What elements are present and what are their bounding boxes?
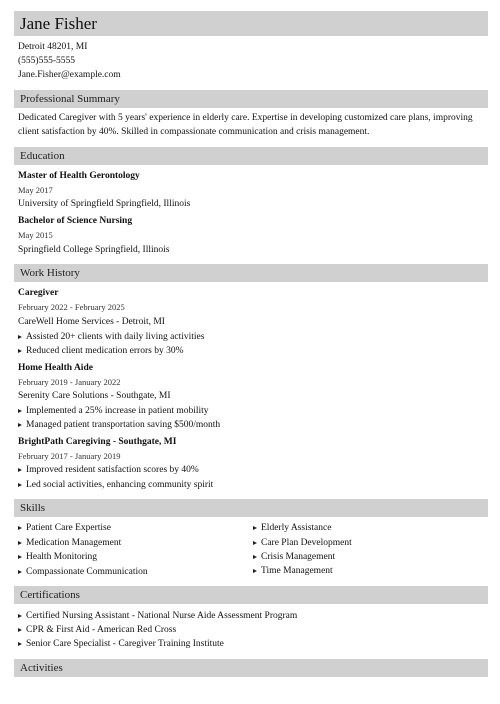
job-dates: February 2019 - January 2022 — [18, 377, 121, 387]
job-bullet: Assisted 20+ clients with daily living activities — [18, 331, 204, 343]
job-bullet: Managed patient transportation saving $500/month — [18, 419, 220, 431]
contact-location: Detroit 48201, MI — [18, 42, 88, 52]
job-dates: February 2022 - February 2025 — [18, 302, 125, 312]
job-title: Home Health Aide — [18, 363, 93, 373]
education-school: Springfield College Springfield, Illinois — [18, 245, 170, 255]
summary-text: Dedicated Caregiver with 5 years' experience in elderly care. Expertise in developing customized care plans, improving client satisfaction by 40%. Skilled in compassionate communication and crisis management. — [18, 113, 473, 137]
skill-item: Medication Management — [18, 537, 121, 549]
job-bullet: Reduced client medication errors by 30% — [18, 345, 184, 357]
contact-phone: (555)555-5555 — [18, 56, 75, 66]
skill-item: Compassionate Communication — [18, 566, 148, 578]
skill-item: Health Monitoring — [18, 551, 97, 563]
education-date: May 2015 — [18, 230, 53, 240]
job-company: CareWell Home Services - Detroit, MI — [18, 317, 165, 327]
job-dates: February 2017 - January 2019 — [18, 451, 121, 461]
education-degree: Bachelor of Science Nursing — [18, 216, 133, 226]
candidate-name: Jane Fisher — [14, 11, 488, 36]
activities-heading: Activities — [14, 659, 488, 677]
education-school: University of Springfield Springfield, Illinois — [18, 199, 191, 209]
certification-item: CPR & First Aid - American Red Cross — [18, 624, 176, 636]
skill-item: Care Plan Development — [253, 537, 352, 549]
job-title: BrightPath Caregiving - Southgate, MI — [18, 437, 177, 447]
certification-item: Senior Care Specialist - Caregiver Training Institute — [18, 638, 224, 650]
certifications-heading: Certifications — [14, 586, 488, 604]
job-title: Caregiver — [18, 288, 59, 298]
skill-item: Elderly Assistance — [253, 522, 331, 534]
skills-heading: Skills — [14, 499, 488, 517]
skill-item: Crisis Management — [253, 551, 335, 563]
job-bullet: Led social activities, enhancing community spirit — [18, 479, 213, 491]
skill-item: Patient Care Expertise — [18, 522, 111, 534]
job-bullet: Implemented a 25% increase in patient mobility — [18, 405, 209, 417]
education-heading: Education — [14, 147, 488, 165]
education-date: May 2017 — [18, 185, 53, 195]
work-heading: Work History — [14, 264, 488, 282]
summary-heading: Professional Summary — [14, 90, 488, 108]
job-company: Serenity Care Solutions - Southgate, MI — [18, 391, 171, 401]
education-degree: Master of Health Gerontology — [18, 171, 140, 181]
contact-email: Jane.Fisher@example.com — [18, 70, 121, 80]
job-bullet: Improved resident satisfaction scores by 40% — [18, 464, 199, 476]
skill-item: Time Management — [253, 565, 333, 577]
certification-item: Certified Nursing Assistant - National Nurse Aide Assessment Program — [18, 610, 297, 622]
